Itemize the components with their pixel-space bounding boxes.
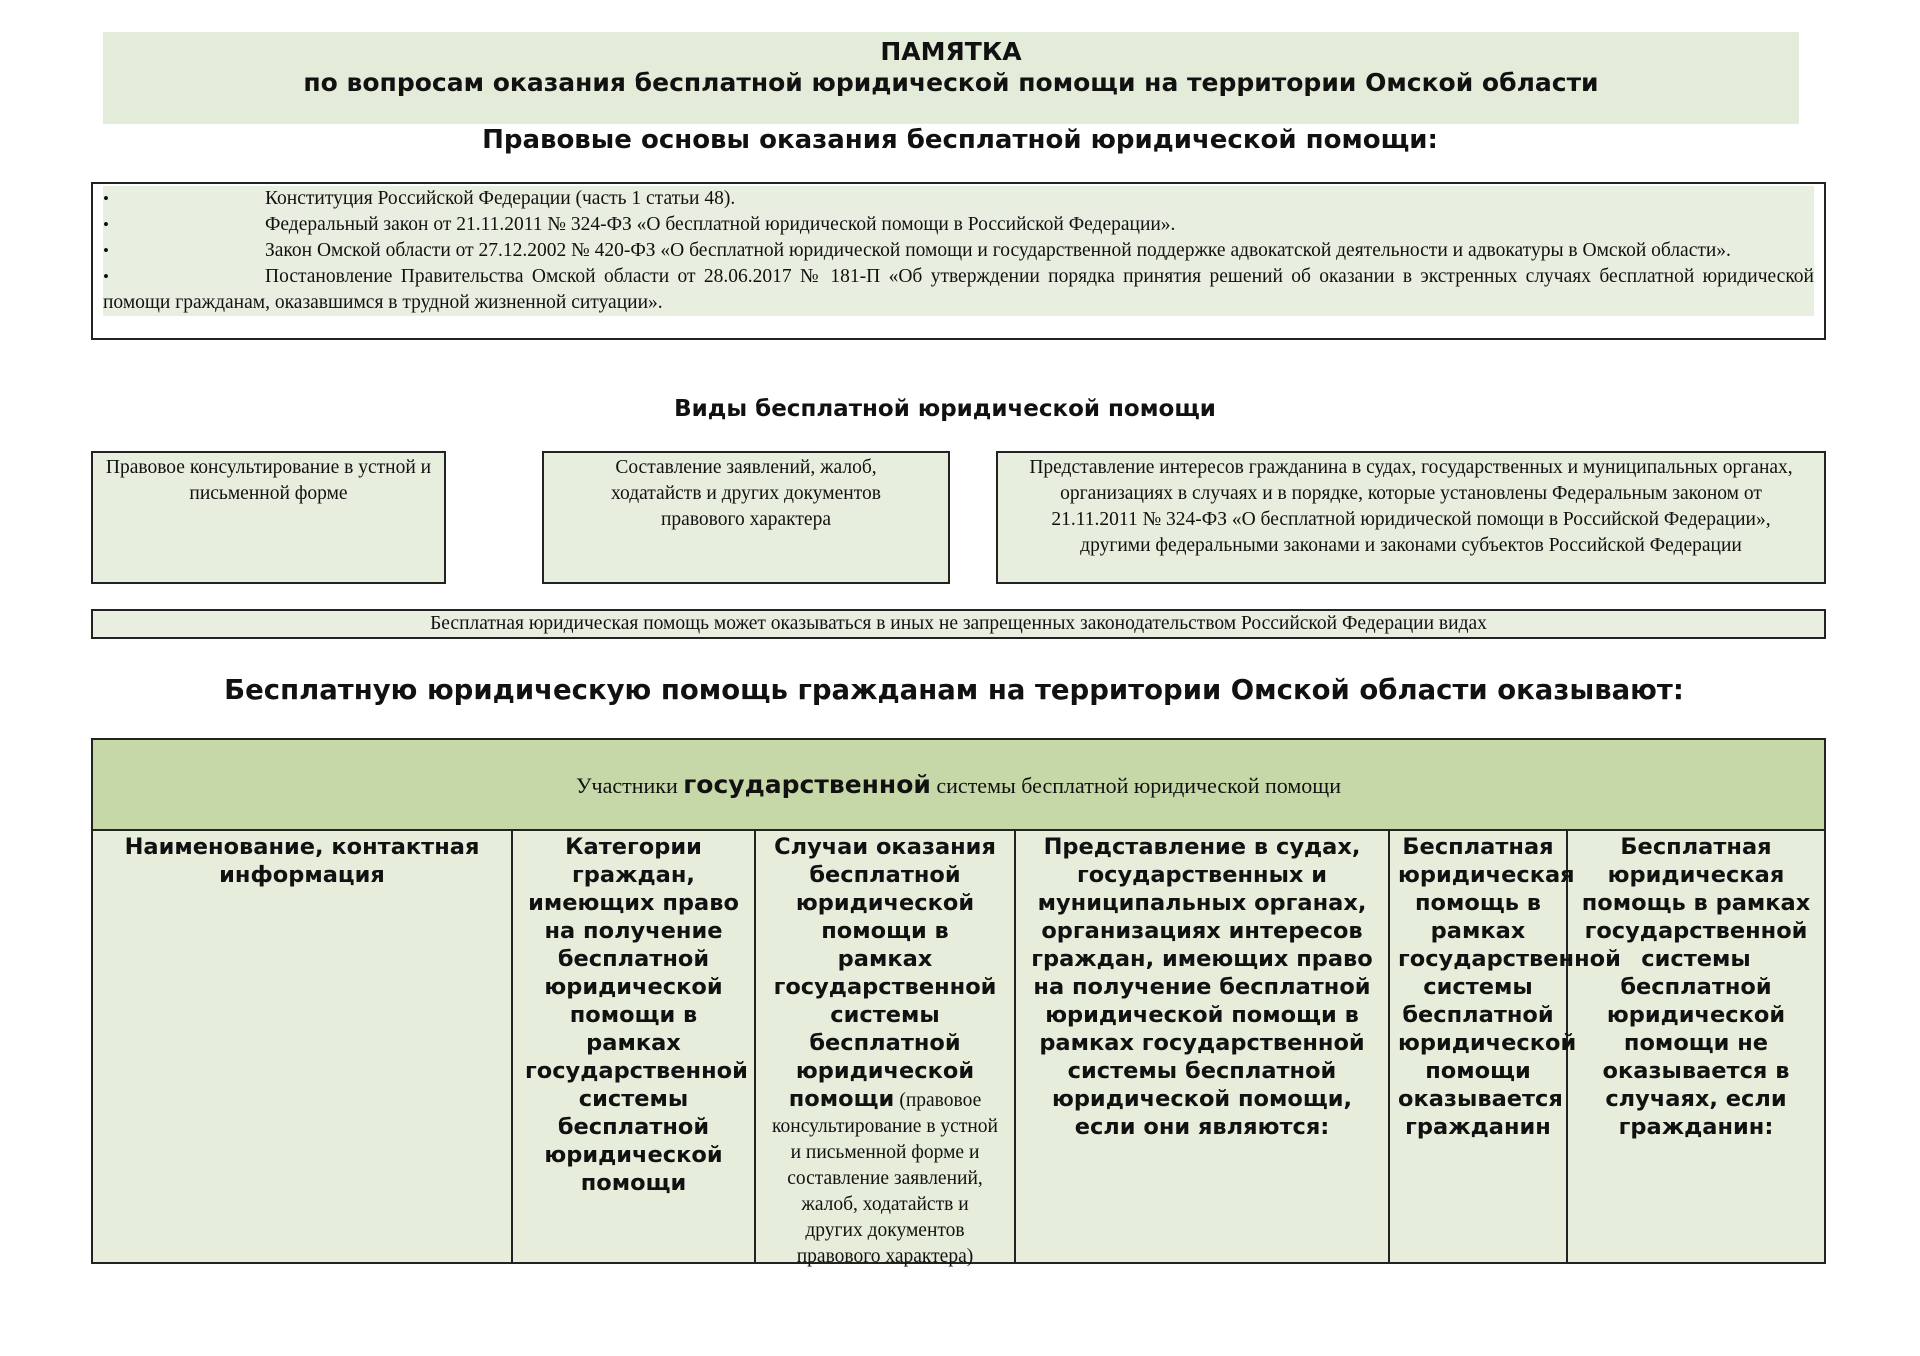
column-name-contacts: Наименование, контактная информация [93, 831, 513, 1262]
legal-basis-box [91, 182, 1826, 340]
column-citizen-categories: Категории граждан, имеющих право на получение бесплатной юридической помощи в рамках государственной системы бесплатной юридической помощи [513, 831, 756, 1262]
legal-basis-item: • Постановление Правительства Омской области от 28.06.2017 № 181-П «Об утверждении порядка принятия решений об оказании в экстренных случаях бесплатной юридической помощи гражданам, оказавшимся в трудной жизненной ситуации». [103, 266, 1814, 313]
legal-basis-item: • Конституция Российской Федерации (часть 1 статьи 48). [103, 186, 1814, 212]
legal-basis-item: • Закон Омской области от 27.12.2002 № 420-ФЗ «О бесплатной юридической помощи и государственной поддержке адвокатской деятельности и адвокатуры в Омской области». [103, 238, 1814, 264]
kind-box-representation: Представление интересов гражданина в судах, государственных и муниципальных органах, организациях в случаях и в порядке, которые установлены Федеральным законом от 21.11.2011 № 324-ФЗ «О бесплатной юридической помощи в Российской Федерации», другими федеральными законами и законами субъектов Российской Федерации [996, 451, 1826, 584]
legal-basis-heading: Правовые основы оказания бесплатной юридической помощи: [482, 125, 1438, 155]
legal-basis-list [103, 186, 1814, 316]
column-note: (правовое консультирование в устной и письменной форме и составление заявлений, жалоб, ходатайств и других документов правового характера) [772, 1090, 998, 1267]
kinds-note: Бесплатная юридическая помощь может оказываться в иных не запрещенных законодательством Российской Федерации видах [91, 609, 1826, 639]
column-help-cases: Случаи оказания бесплатной юридической помощи в рамках государственной системы бесплатной юридической помощи (правовое консультирование в устной и письменной форме и составление заявлений, жалоб, ходатайств и других документов правового характера) [756, 831, 1016, 1262]
kind-box-consulting: Правовое консультирование в устной и письменной форме [91, 451, 446, 584]
providers-table [91, 738, 1826, 1267]
providers-heading: Бесплатную юридическую помощь гражданам на территории Омской области оказывают: [224, 674, 1684, 706]
title-block [103, 32, 1799, 124]
band-emphasis: государственной [683, 770, 931, 799]
column-representation: Представление в судах, государственных и муниципальных органах, организациях интересов граждан, имеющих право на получение бесплатной юридической помощи в рамках государственной системы бесплатной юридической помощи, если они являются: [1016, 831, 1390, 1262]
kinds-heading: Виды бесплатной юридической помощи [674, 396, 1216, 422]
bullet-icon: • [103, 241, 109, 260]
legal-basis-item: • Федеральный закон от 21.11.2011 № 324-ФЗ «О бесплатной юридической помощи в Российской Федерации». [103, 212, 1814, 238]
document-subtitle: по вопросам оказания бесплатной юридической помощи на территории Омской области [303, 68, 1599, 97]
table-band: Участники государственной системы бесплатной юридической помощи [93, 740, 1824, 831]
column-not-provided: Бесплатная юридическая помощь в рамках государственной системы бесплатной юридической помощи не оказывается в случаях, если гражданин: [1581, 834, 1811, 1140]
column-provided-to: Бесплатная юридическая помощь в рамках государственной системы бесплатной юридической помощи оказывается гражданин [1390, 831, 1568, 1262]
document-title: ПАМЯТКА [880, 37, 1022, 66]
kind-box-documents: Составление заявлений, жалоб, ходатайств и других документов правового характера [542, 451, 950, 584]
bullet-icon: • [103, 215, 109, 234]
bullet-icon: • [103, 267, 109, 286]
bullet-icon: • [103, 189, 109, 208]
